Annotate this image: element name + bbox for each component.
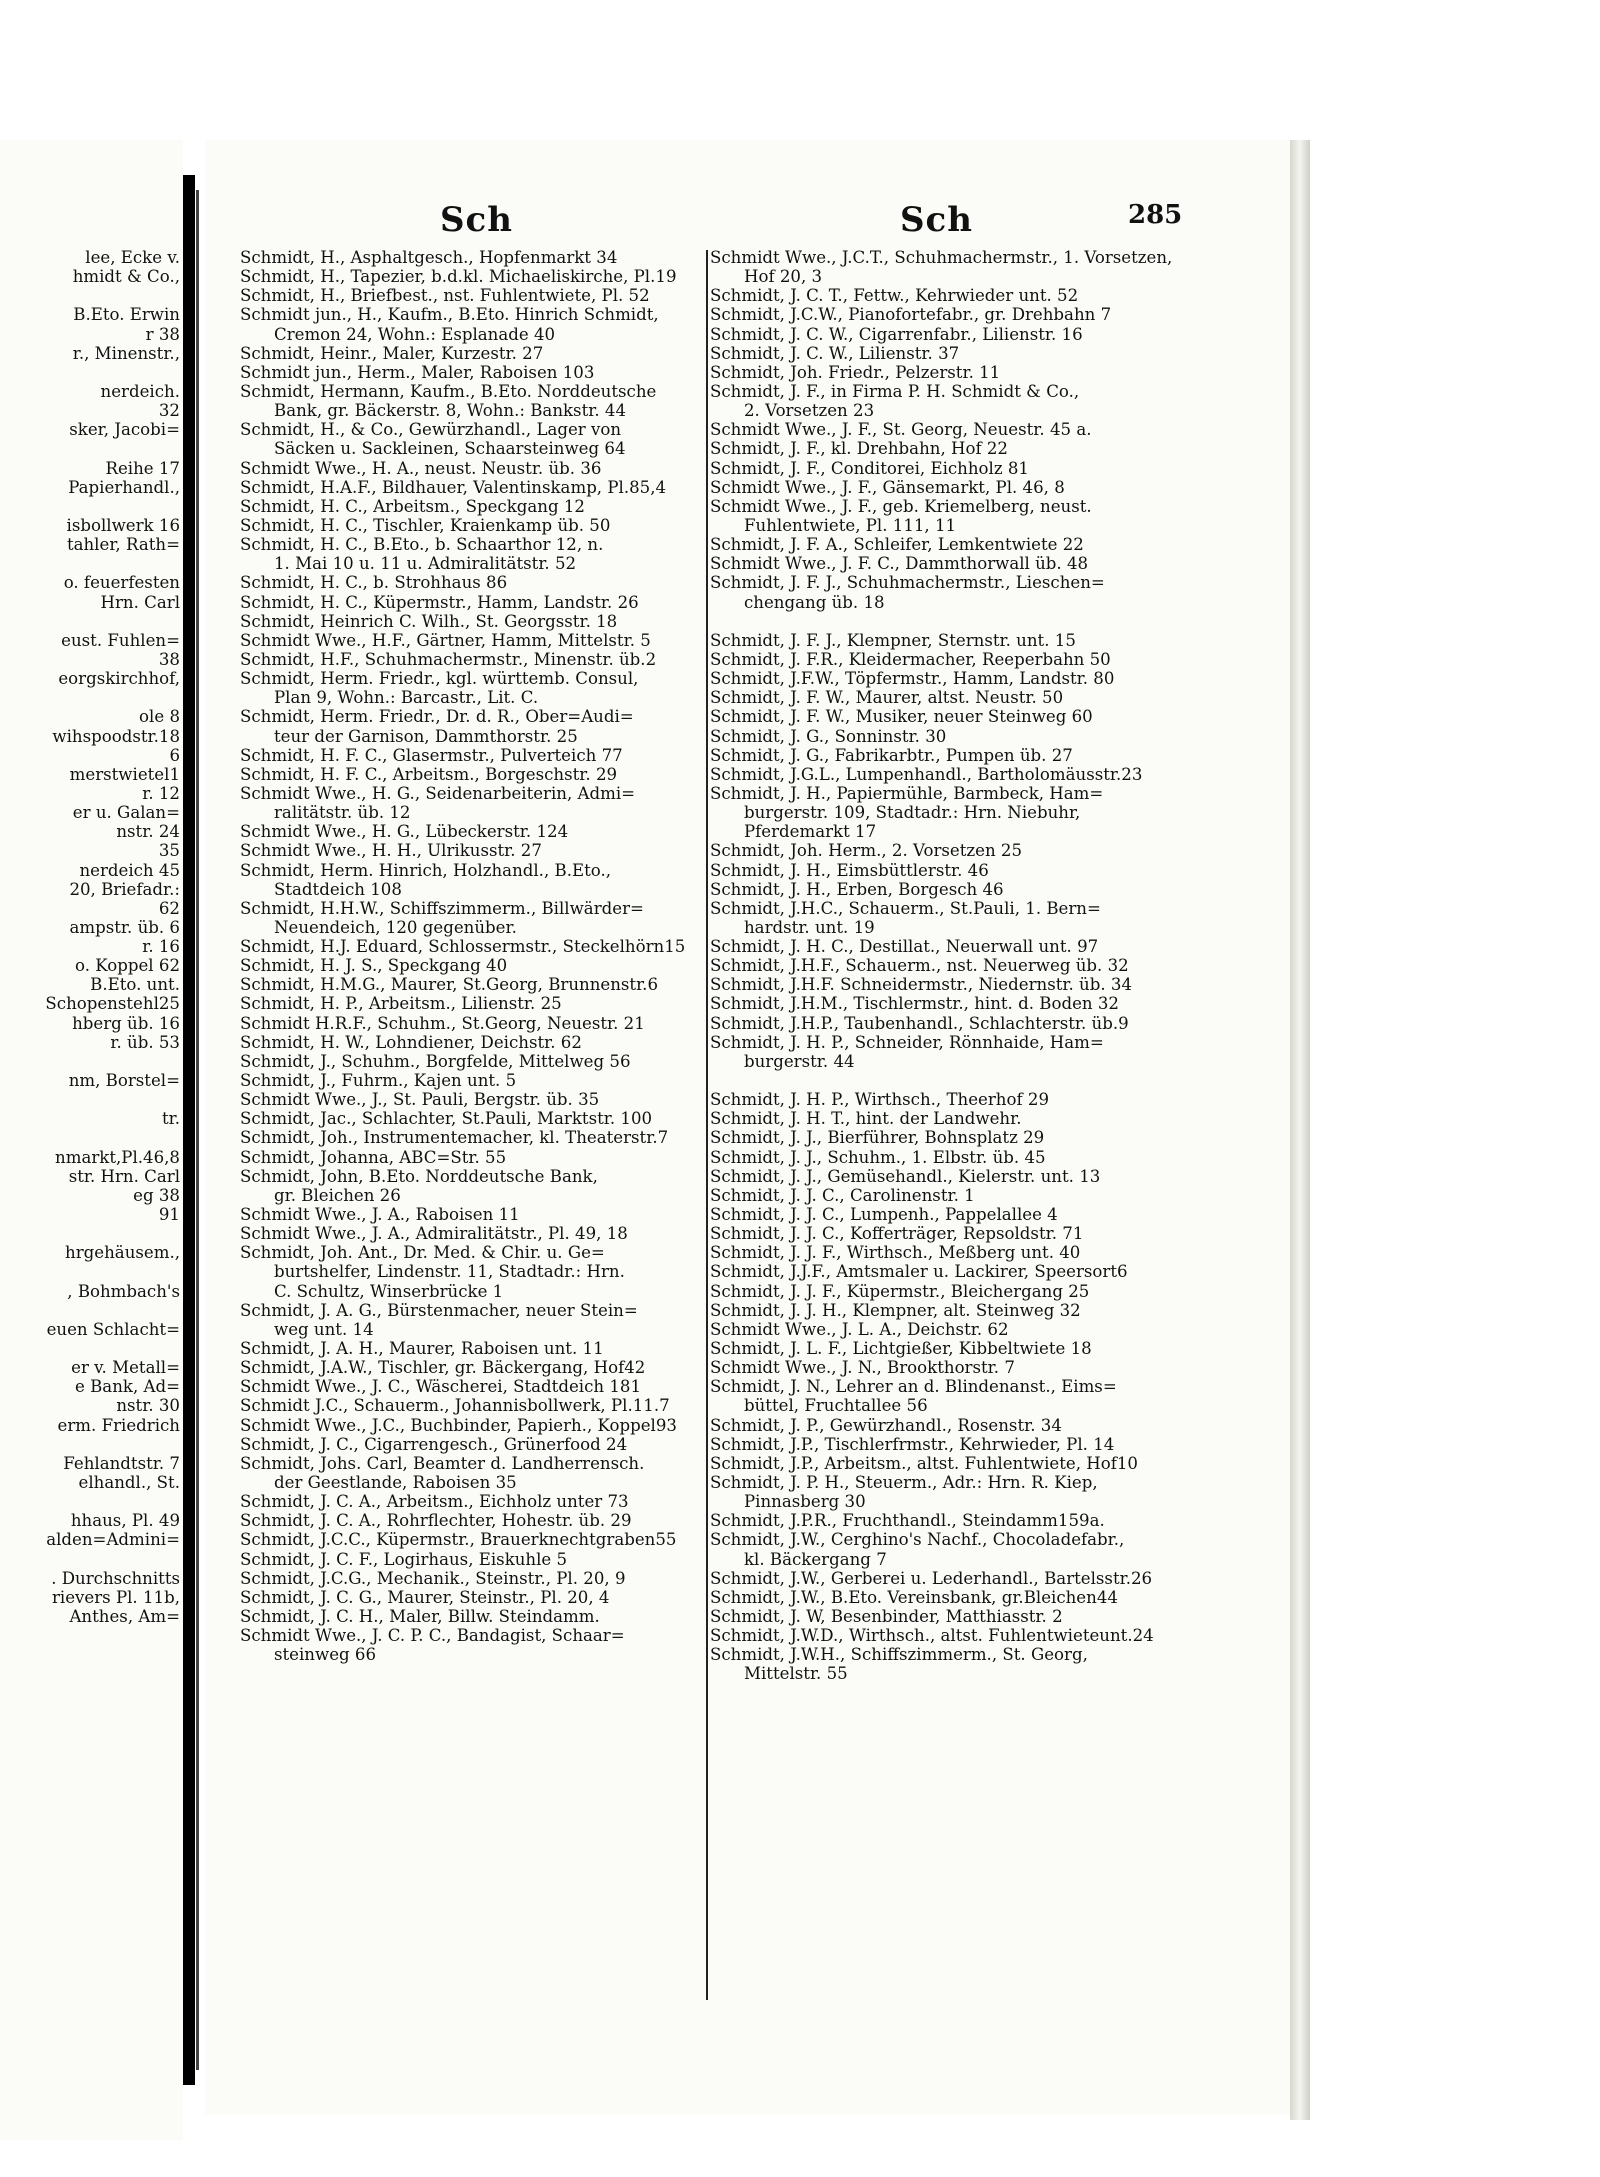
book-gutter-shadow — [196, 190, 199, 2070]
fragment-line: sker, Jacobi= — [69, 420, 180, 440]
directory-entry-line: Schmidt, J. G., Fabrikarbtr., Pumpen üb. 27 — [710, 745, 1073, 765]
directory-entry-line: Schmidt Wwe., J. F., St. Georg, Neuestr. 45 a. — [710, 420, 1092, 440]
fragment-line: Fehlandtstr. 7 — [63, 1453, 180, 1473]
directory-entry-line: burtshelfer, Lindenstr. 11, Stadtadr.: Hrn. — [274, 1262, 625, 1282]
fragment-line — [0, 439, 180, 458]
directory-entry-line: Schmidt, J.W., Gerberei u. Lederhandl., Bartelsstr.26 — [710, 1568, 1153, 1588]
directory-entry-line: Schmidt, Heinrich C. Wilh., St. Georgsstr. 18 — [240, 611, 618, 631]
directory-entry-line: Schmidt, J. J. C., Kofferträger, Repsoldstr. 71 — [710, 1224, 1084, 1244]
directory-entry-line: Schmidt, H. P., Arbeitsm., Lilienstr. 25 — [240, 994, 562, 1014]
fragment-line: hberg üb. 16 — [72, 1013, 180, 1033]
fragment-line: merstwietel1 — [69, 764, 180, 784]
fragment-line: 62 — [158, 898, 180, 918]
directory-entry-line: Schmidt, H. W., Lohndiener, Deichstr. 62 — [240, 1032, 582, 1052]
fragment-line — [0, 1492, 180, 1511]
fragment-line: B.Eto. Erwin — [73, 305, 180, 325]
fragment-line — [0, 554, 180, 573]
directory-entry-line: Schmidt H.R.F., Schuhm., St.Georg, Neuestr. 21 — [240, 1013, 645, 1033]
directory-entry-line: Schmidt, J. C. W., Cigarrenfabr., Lilienstr. 16 — [710, 324, 1083, 344]
directory-entry-line: steinweg 66 — [274, 1645, 377, 1665]
fragment-line: tr. — [161, 1109, 180, 1129]
directory-entry-line: Schmidt Wwe., J. A., Raboisen 11 — [240, 1205, 520, 1225]
directory-entry-line: Schmidt, J. F. A., Schleifer, Lemkentwiete 22 — [710, 535, 1084, 555]
directory-entry-line: Cremon 24, Wohn.: Esplanade 40 — [274, 324, 556, 344]
directory-entry-line: Schmidt, J. W, Besenbinder, Matthiasstr. 2 — [710, 1606, 1063, 1626]
directory-entry-line: Schmidt, J. J. F., Küpermstr., Bleichergang 25 — [710, 1281, 1090, 1301]
directory-entry-line: Schmidt, J. G., Sonninstr. 30 — [710, 726, 947, 746]
page-edge-stack — [1290, 140, 1310, 2120]
fragment-line: euen Schlacht= — [46, 1319, 180, 1339]
directory-entry-line: Schmidt J.C., Schauerm., Johannisbollwerk, Pl.11.7 — [240, 1396, 670, 1416]
directory-entry-line: kl. Bäckergang 7 — [744, 1549, 887, 1569]
fragment-line: r. üb. 53 — [110, 1032, 180, 1052]
fragment-line: nerdeich 45 — [79, 860, 180, 880]
fragment-line: 91 — [158, 1205, 180, 1225]
fragment-line — [0, 1224, 180, 1243]
directory-entry-line: Schmidt, J. H. P., Wirthsch., Theerhof 29 — [710, 1090, 1050, 1110]
fragment-line: tahler, Rath= — [66, 535, 180, 555]
directory-entry-line: hardstr. unt. 19 — [744, 917, 875, 937]
directory-entry-line: C. Schultz, Winserbrücke 1 — [274, 1281, 504, 1301]
fragment-line: elhandl., St. — [78, 1473, 180, 1492]
directory-entry-line: Schmidt, J. J. F., Wirthsch., Meßberg unt. 40 — [710, 1243, 1081, 1263]
directory-entry-line: Schmidt, H. C., Tischler, Kraienkamp üb. 50 — [240, 515, 611, 535]
directory-entry-line: gr. Bleichen 26 — [274, 1185, 401, 1205]
fragment-line — [0, 1339, 180, 1358]
directory-entry-line: Bank, gr. Bäckerstr. 8, Wohn.: Bankstr. 44 — [274, 401, 627, 421]
directory-entry-line: Schmidt, J. H. P., Schneider, Rönnhaide, Ham= — [710, 1032, 1104, 1052]
directory-entry-line: Schmidt, J. C. F., Logirhaus, Eiskuhle 5 — [240, 1549, 568, 1569]
fragment-line: , Bohmbach's — [67, 1281, 180, 1301]
fragment-line: 20, Briefadr.: — [69, 879, 180, 899]
directory-entry-line: Schmidt, J. F. J., Schuhmachermstr., Lieschen= — [710, 573, 1105, 593]
fragment-line — [0, 688, 180, 707]
directory-entry-line: Schmidt, J. F., Conditorei, Eichholz 81 — [710, 458, 1029, 478]
fragment-line: er u. Galan= — [72, 803, 180, 823]
directory-entry-line: Schmidt, J. H. T., hint. der Landwehr. — [710, 1109, 1022, 1129]
directory-entry-line: Schmidt Wwe., J.C., Buchbinder, Papierh., Koppel93 — [240, 1415, 677, 1435]
directory-entry-line: Schmidt, J. P., Gewürzhandl., Rosenstr. 34 — [710, 1415, 1062, 1435]
directory-entry-line: Schmidt Wwe., H.F., Gärtner, Hamm, Mittelstr. 5 — [240, 630, 651, 650]
directory-entry-line: Schmidt, J. F. W., Maurer, altst. Neustr. 50 — [710, 688, 1064, 708]
fragment-line: o. Koppel 62 — [75, 956, 180, 976]
directory-entry-line: Schmidt, J. C. W., Lilienstr. 37 — [710, 343, 960, 363]
book-gutter — [183, 175, 195, 2085]
directory-entry-line: Schmidt, H., Asphaltgesch., Hopfenmarkt 34 — [240, 248, 618, 267]
fragment-line: e Bank, Ad= — [75, 1377, 180, 1397]
directory-entry-line: Schmidt, Joh. Herm., 2. Vorsetzen 25 — [710, 841, 1023, 861]
directory-entry-line: Schmidt Wwe., H. G., Lübeckerstr. 124 — [240, 822, 569, 842]
fragment-line: . Durchschnitts — [51, 1568, 180, 1588]
fragment-line: Schopenstehl25 — [45, 994, 180, 1014]
directory-entry-line: Schmidt, Joh. Friedr., Pelzerstr. 11 — [710, 362, 1001, 382]
page-number: 285 — [1128, 200, 1183, 230]
directory-entry-line: Neuendeich, 120 gegenüber. — [274, 917, 517, 937]
directory-entry-line: Schmidt, J.W., Cerghino's Nachf., Chocoladefabr., — [710, 1530, 1125, 1550]
directory-entry-line: 2. Vorsetzen 23 — [744, 401, 875, 421]
fragment-line: erm. Friedrich — [57, 1415, 180, 1435]
fragment-line: nmarkt,Pl.46,8 — [55, 1147, 180, 1167]
directory-entry-line: Schmidt, H.F., Schuhmachermstr., Minenstr. üb.2 — [240, 649, 657, 669]
fragment-line: hrgehäusem., — [65, 1243, 180, 1263]
fragment-line: wihspoodstr.18 — [52, 726, 180, 746]
directory-entry-line: Schmidt, J. C., Cigarrengesch., Grünerfood 24 — [240, 1434, 628, 1454]
directory-entry-line: der Geestlande, Raboisen 35 — [274, 1473, 517, 1492]
fragment-line — [0, 286, 180, 305]
directory-entry-line — [710, 1071, 1178, 1090]
directory-entry-line: Schmidt jun., H., Kaufm., B.Eto. Hinrich Schmidt, — [240, 305, 659, 325]
directory-entry-line: Schmidt, Jac., Schlachter, St.Pauli, Marktstr. 100 — [240, 1109, 653, 1129]
directory-entry-line: Schmidt, Johanna, ABC=Str. 55 — [240, 1147, 507, 1167]
directory-entry-line: Schmidt, J.W., B.Eto. Vereinsbank, gr.Bleichen44 — [710, 1587, 1118, 1607]
directory-entry-line: Schmidt, J. A. H., Maurer, Raboisen unt. 11 — [240, 1339, 604, 1359]
directory-entry-line: Schmidt, J.H.C., Schauerm., St.Pauli, 1. Bern= — [710, 898, 1101, 918]
fragment-line: hhaus, Pl. 49 — [70, 1511, 180, 1531]
directory-entry-line: Schmidt, J. J., Bierführer, Bohnsplatz 29 — [710, 1128, 1045, 1148]
directory-entry-line: Schmidt, J., Fuhrm., Kajen unt. 5 — [240, 1071, 517, 1091]
directory-entry-line: Pinnasberg 30 — [744, 1492, 866, 1512]
left-page-fragment-column — [0, 248, 180, 1626]
directory-entry-line: Schmidt, J. H., Erben, Borgesch 46 — [710, 879, 1004, 899]
fragment-line: nm, Borstel= — [68, 1071, 180, 1091]
fragment-line — [0, 1550, 180, 1569]
fragment-line: 6 — [169, 745, 180, 765]
directory-entry-line: 1. Mai 10 u. 11 u. Admiralitätstr. 52 — [274, 554, 577, 574]
directory-entry-line: Schmidt, Herm. Hinrich, Holzhandl., B.Eto., — [240, 860, 612, 880]
directory-entry-line: Schmidt, Herm. Friedr., Dr. d. R., Ober=Audi= — [240, 707, 634, 727]
directory-entry-line: Schmidt, J.F.W., Töpfermstr., Hamm, Landstr. 80 — [710, 669, 1115, 689]
fragment-line: Papierhandl., — [68, 477, 180, 497]
running-header-left: Sch — [440, 200, 513, 240]
directory-entry-line: Schmidt, J. C. A., Arbeitsm., Eichholz unter 73 — [240, 1492, 629, 1512]
directory-entry-line: chengang üb. 18 — [744, 592, 885, 612]
directory-entry-line: Plan 9, Wohn.: Barcastr., Lit. C. — [274, 688, 539, 708]
directory-entry-line: Schmidt, J., Schuhm., Borgfelde, Mittelweg 56 — [240, 1051, 631, 1071]
directory-entry-line: Schmidt, H. C., B.Eto., b. Schaarthor 12, n. — [240, 535, 604, 555]
fragment-line: hmidt & Co., — [72, 267, 180, 287]
fragment-line — [0, 1301, 180, 1320]
directory-entry-line: Schmidt, J. H. C., Destillat., Neuerwall unt. 97 — [710, 937, 1099, 957]
directory-entry-line: Schmidt Wwe., H. H., Ulrikusstr. 27 — [240, 841, 542, 861]
directory-entry-line: Schmidt, J. A. G., Bürstenmacher, neuer Stein= — [240, 1300, 638, 1320]
directory-entry-line: Schmidt Wwe., J.C.T., Schuhmachermstr., 1. Vorsetzen, — [710, 248, 1173, 267]
directory-entry-line: Säcken u. Sackleinen, Schaarsteinweg 64 — [274, 439, 626, 459]
fragment-line: 38 — [158, 649, 180, 669]
directory-entry-line: Schmidt Wwe., J. N., Brookthorstr. 7 — [710, 1358, 1015, 1378]
directory-entry-line: Schmidt, J. H., Eimsbüttlerstr. 46 — [710, 860, 989, 880]
fragment-line: Anthes, Am= — [69, 1606, 180, 1626]
fragment-line: eorgskirchhof, — [58, 669, 180, 689]
fragment-line — [0, 1128, 180, 1147]
directory-entry-line: Schmidt, J.C.G., Mechanik., Steinstr., Pl. 20, 9 — [240, 1568, 626, 1588]
directory-entry-line: Hof 20, 3 — [744, 267, 823, 287]
directory-entry-line: Schmidt, Joh. Ant., Dr. Med. & Chir. u. Ge= — [240, 1243, 605, 1263]
fragment-line — [0, 1435, 180, 1454]
directory-entry-line: teur der Garnison, Dammthorstr. 25 — [274, 726, 578, 746]
directory-entry-line: Schmidt, J.W.D., Wirthsch., altst. Fuhlentwieteunt.24 — [710, 1626, 1154, 1646]
fragment-line: r. 12 — [142, 783, 180, 803]
fragment-line: 32 — [158, 401, 180, 421]
fragment-line: er v. Metall= — [71, 1358, 180, 1378]
directory-entry-line: Schmidt, J. N., Lehrer an d. Blindenanst., Eims= — [710, 1377, 1117, 1397]
fragment-line: nstr. 24 — [116, 822, 180, 842]
directory-entry-line: Schmidt, J.H.P., Taubenhandl., Schlachterstr. üb.9 — [710, 1013, 1129, 1033]
directory-entry-line: Schmidt Wwe., H. G., Seidenarbeiterin, Admi= — [240, 783, 636, 803]
directory-entry-line: Schmidt, J.P., Arbeitsm., altst. Fuhlentwiete, Hof10 — [710, 1453, 1138, 1473]
directory-entry-line: Schmidt, J.H.M., Tischlermstr., hint. d. Boden 32 — [710, 994, 1119, 1014]
directory-entry-line: Schmidt, H., Tapezier, b.d.kl. Michaeliskirche, Pl.19 — [240, 267, 677, 287]
fragment-line: ampstr. üb. 6 — [69, 917, 180, 937]
directory-entry-line: Schmidt Wwe., J. F., geb. Kriemelberg, neust. — [710, 496, 1092, 516]
fragment-line: r. 16 — [142, 937, 180, 957]
directory-entry-line: Schmidt Wwe., J. F. C., Dammthorwall üb. 48 — [710, 554, 1089, 574]
directory-entry-line: Schmidt, H.J. Eduard, Schlossermstr., Steckelhörn15 — [240, 937, 686, 957]
fragment-line — [0, 497, 180, 516]
fragment-line: 35 — [158, 841, 180, 861]
fragment-line: B.Eto. unt. — [90, 975, 180, 995]
directory-entry-line: ralitätstr. üb. 12 — [274, 803, 411, 823]
fragment-line: Reihe 17 — [105, 458, 180, 478]
directory-entry-line: Schmidt, H., Briefbest., nst. Fuhlentwiete, Pl. 52 — [240, 286, 650, 306]
directory-entry-line: Schmidt jun., Herm., Maler, Raboisen 103 — [240, 362, 595, 382]
fragment-line: ole 8 — [139, 707, 180, 727]
directory-entry-line: Schmidt, J.C.C., Küpermstr., Brauerknechtgraben55 — [240, 1530, 677, 1550]
directory-entry-line: Schmidt, J.P.R., Fruchthandl., Steindamm159a. — [710, 1511, 1105, 1531]
directory-entry-line: Schmidt, John, B.Eto. Norddeutsche Bank, — [240, 1166, 598, 1186]
directory-entry-line: Schmidt, H. F. C., Glasermstr., Pulverteich 77 — [240, 745, 623, 765]
directory-entry-line: Schmidt Wwe., J. F., Gänsemarkt, Pl. 46, 8 — [710, 477, 1065, 497]
fragment-line: r 38 — [145, 324, 180, 344]
fragment-line: nerdeich. — [100, 381, 180, 401]
directory-entry-line: Schmidt, H.H.W., Schiffszimmerm., Billwärder= — [240, 898, 644, 918]
fragment-line: rievers Pl. 11b, — [51, 1587, 180, 1607]
directory-entry-line: Schmidt, J. C. A., Rohrflechter, Hohestr. üb. 29 — [240, 1511, 632, 1531]
directory-entry-line: Schmidt, J. C. T., Fettw., Kehrwieder unt. 52 — [710, 286, 1079, 306]
column-divider — [706, 250, 708, 2000]
directory-entry-line: Schmidt, J.C.W., Pianofortefabr., gr. Drehbahn 7 — [710, 305, 1112, 325]
directory-entry-line: Schmidt Wwe., J., St. Pauli, Bergstr. üb. 35 — [240, 1090, 600, 1110]
directory-entry-line: Schmidt, J.A.W., Tischler, gr. Bäckergang, Hof42 — [240, 1358, 646, 1378]
directory-entry-line: Schmidt, Hermann, Kaufm., B.Eto. Norddeutsche — [240, 381, 657, 401]
fragment-line: eust. Fuhlen= — [61, 630, 180, 650]
directory-entry-line: Schmidt, H. J. S., Speckgang 40 — [240, 956, 508, 976]
directory-entry-line: Pferdemarkt 17 — [744, 822, 877, 842]
directory-entry-line: Schmidt, J. F.R., Kleidermacher, Reeperbahn 50 — [710, 649, 1111, 669]
directory-entry-line: Schmidt, J. J., Schuhm., 1. Elbstr. üb. 45 — [710, 1147, 1046, 1167]
fragment-line: nstr. 30 — [116, 1396, 180, 1416]
directory-entry-line: Schmidt Wwe., J. C., Wäscherei, Stadtdeich 181 — [240, 1377, 642, 1397]
directory-entry-line: Schmidt, H.A.F., Bildhauer, Valentinskamp, Pl.85,4 — [240, 477, 667, 497]
directory-entry-line: Schmidt Wwe., H. A., neust. Neustr. üb. 36 — [240, 458, 602, 478]
directory-entry-line: Schmidt, J. J. C., Carolinenstr. 1 — [710, 1185, 975, 1205]
directory-entry-line: Schmidt Wwe., J. L. A., Deichstr. 62 — [710, 1319, 1009, 1339]
directory-column-left — [240, 248, 710, 1664]
directory-entry-line: Schmidt, H. F. C., Arbeitsm., Borgeschstr. 29 — [240, 764, 618, 784]
directory-entry-line: Schmidt, H.M.G., Maurer, St.Georg, Brunnenstr.6 — [240, 975, 659, 995]
directory-entry-line: Schmidt, J.G.L., Lumpenhandl., Bartholomäusstr.23 — [710, 764, 1143, 784]
fragment-line: Hrn. Carl — [100, 592, 180, 612]
directory-entry-line: Schmidt, Johs. Carl, Beamter d. Landherrensch. — [240, 1453, 645, 1473]
directory-entry-line: Schmidt, J.H.F., Schauerm., nst. Neuerweg üb. 32 — [710, 956, 1129, 976]
directory-entry-line: Schmidt, J. C. H., Maler, Billw. Steindamm. — [240, 1606, 600, 1626]
fragment-line — [0, 1052, 180, 1071]
directory-entry-line: Schmidt, J.W.H., Schiffszimmerm., St. Georg, — [710, 1645, 1088, 1665]
directory-entry-line: Schmidt, J.P., Tischlerfrmstr., Kehrwieder, Pl. 14 — [710, 1434, 1115, 1454]
directory-entry-line: weg unt. 14 — [274, 1319, 374, 1339]
fragment-line: isbollwerk 16 — [66, 515, 180, 535]
fragment-line: str. Hrn. Carl — [68, 1166, 180, 1186]
directory-entry-line: Schmidt, H. C., Arbeitsm., Speckgang 12 — [240, 496, 585, 516]
directory-entry-line: Schmidt, J. F. J., Klempner, Sternstr. unt. 15 — [710, 630, 1076, 650]
directory-entry-line: Schmidt, J. J. C., Lumpenh., Pappelallee 4 — [710, 1205, 1058, 1225]
fragment-line: o. feuerfesten — [63, 573, 180, 593]
directory-entry-line: Schmidt, H., & Co., Gewürzhandl., Lager von — [240, 420, 622, 440]
directory-entry-line: Stadtdeich 108 — [274, 879, 402, 899]
directory-entry-line: burgerstr. 109, Stadtadr.: Hrn. Niebuhr, — [744, 803, 1081, 823]
running-header-right: Sch — [900, 200, 973, 240]
fragment-line: eg 38 — [133, 1185, 180, 1205]
directory-entry-line: Schmidt, Herm. Friedr., kgl. württemb. Consul, — [240, 669, 639, 689]
fragment-line — [0, 1262, 180, 1281]
fragment-line — [0, 1090, 180, 1109]
directory-entry-line: Schmidt, J. F. W., Musiker, neuer Steinweg 60 — [710, 707, 1093, 727]
directory-entry-line: burgerstr. 44 — [744, 1051, 855, 1071]
directory-entry-line: Schmidt, J. H., Papiermühle, Barmbeck, Ham= — [710, 783, 1104, 803]
directory-entry-line: Fuhlentwiete, Pl. 111, 11 — [744, 515, 957, 535]
directory-column-right — [710, 248, 1178, 1684]
directory-entry-line: Schmidt, J.H.F. Schneidermstr., Niedernstr. üb. 34 — [710, 975, 1133, 995]
directory-entry-line: Schmidt, J. F., kl. Drehbahn, Hof 22 — [710, 439, 1008, 459]
directory-entry-line: Mittelstr. 55 — [744, 1664, 848, 1684]
directory-entry-line: Schmidt, J. J. H., Klempner, alt. Steinweg 32 — [710, 1300, 1081, 1320]
directory-entry-line — [710, 612, 1178, 631]
directory-entry-line: büttel, Fruchtallee 56 — [744, 1396, 928, 1416]
fragment-line: r., Minenstr., — [72, 343, 180, 363]
directory-entry-line: Schmidt, H. C., b. Strohhaus 86 — [240, 573, 508, 593]
fragment-line — [0, 612, 180, 631]
fragment-line: lee, Ecke v. — [85, 248, 180, 267]
fragment-line: alden=Admini= — [46, 1530, 180, 1550]
directory-entry-line: Schmidt, Joh., Instrumentemacher, kl. Theaterstr.7 — [240, 1128, 669, 1148]
directory-entry-line: Schmidt Wwe., J. A., Admiralitätstr., Pl. 49, 18 — [240, 1224, 628, 1244]
directory-entry-line: Schmidt, Heinr., Maler, Kurzestr. 27 — [240, 343, 544, 363]
directory-entry-line: Schmidt, J. C. G., Maurer, Steinstr., Pl. 20, 4 — [240, 1587, 610, 1607]
directory-entry-line: Schmidt, J. P. H., Steuerm., Adr.: Hrn. R. Kiep, — [710, 1473, 1098, 1492]
directory-entry-line: Schmidt Wwe., J. C. P. C., Bandagist, Schaar= — [240, 1626, 625, 1646]
directory-entry-line: Schmidt, H. C., Küpermstr., Hamm, Landstr. 26 — [240, 592, 639, 612]
directory-entry-line: Schmidt, J. J., Gemüsehandl., Kielerstr. unt. 13 — [710, 1166, 1101, 1186]
directory-entry-line: Schmidt, J. L. F., Lichtgießer, Kibbeltwiete 18 — [710, 1339, 1092, 1359]
directory-entry-line: Schmidt, J. F., in Firma P. H. Schmidt & Co., — [710, 381, 1080, 401]
fragment-line — [0, 363, 180, 382]
directory-entry-line: Schmidt, J.J.F., Amtsmaler u. Lackirer, Speersort6 — [710, 1262, 1128, 1282]
